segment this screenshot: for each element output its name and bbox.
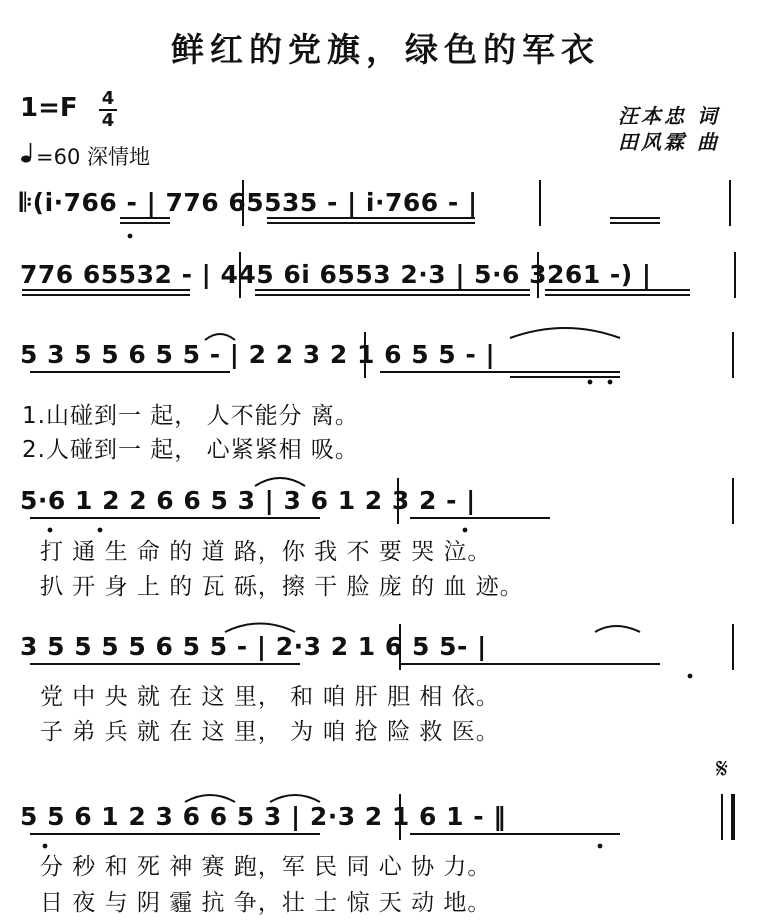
lyric-line: 1.山碰到一 起， 人不能分 离。: [22, 403, 359, 429]
lyric-line: 子 弟 兵 就 在 这 里， 为 咱 抢 险 救 医。: [40, 719, 500, 745]
segno-icon: 𝄋: [716, 752, 729, 785]
page-title: 鲜红的党旗，绿色的军衣: [171, 30, 600, 69]
lyric-line: 2.人碰到一 起， 心紧紧相 吸。: [22, 437, 359, 463]
time-sig-top: 4: [101, 88, 115, 109]
lyric-line: 分 秒 和 死 神 赛 跑，军 民 同 心 协 力。: [40, 854, 492, 880]
tempo-text: =60 深情地: [36, 145, 150, 169]
lyric-line: 党 中 央 就 在 这 里， 和 咱 肝 胆 相 依。: [40, 684, 500, 710]
music-row-6: 5 5 6 1 2 3 6 6 5 3 | 2·3 2 1 6 1 - ‖: [20, 802, 507, 831]
lyric-line: 扒 开 身 上 的 瓦 砾，擦 干 脸 庞 的 血 迹。: [40, 574, 524, 600]
time-sig-bottom: 4: [101, 110, 115, 131]
lyric-line: 打 通 生 命 的 道 路，你 我 不 要 哭 泣。: [40, 539, 492, 565]
lyricist-credit: 汪本忠 词: [618, 104, 720, 128]
music-row-3: 5 3 5 5 6 5 5 - | 2 2 3 2 1 6 5 5 - |: [20, 340, 496, 369]
lyric-line: 日 夜 与 阴 霾 抗 争，壮 士 惊 天 动 地。: [40, 890, 492, 916]
music-row-4: 5·6 1 2 2 6 6 5 3 | 3 6 1 2 3 2 - |: [20, 486, 476, 515]
composer-credit: 田风霖 曲: [618, 130, 720, 154]
key-signature: 1=F: [20, 93, 78, 123]
music-row-5: 3 5 5 5 5 6 5 5 - | 2·3 2 1 6 5 5- |: [20, 632, 487, 661]
music-row-1: 𝄆(i̇·766 - | 776 65535 - | i̇·766 - |: [20, 188, 478, 217]
music-row-2: 776 65532 - | 445 6i̇ 6553 2·3 | 5·6 3261 -) |: [20, 260, 652, 289]
